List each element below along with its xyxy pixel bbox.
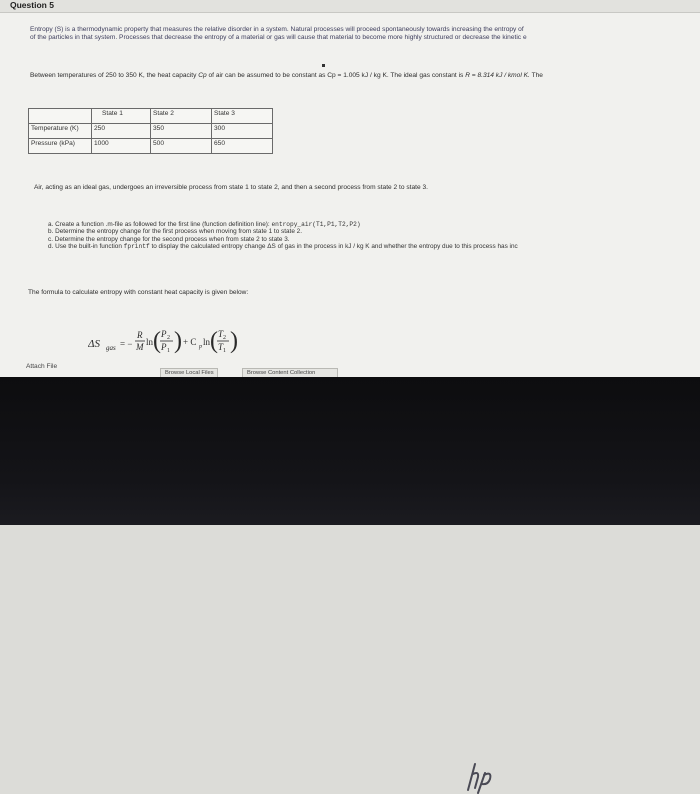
formula-P1: P [161, 342, 167, 352]
given-constants [30, 72, 700, 79]
task-d [48, 243, 518, 250]
row-label: Pressure (kPa) [29, 139, 92, 154]
table-cell: 650 [212, 139, 273, 154]
formula-T2-sub: 2 [223, 335, 226, 341]
task-c: c. Determine the entropy change for the second process when from state 2 to state 3. [48, 235, 290, 243]
intro-line-1: Entropy (S) is a thermodynamic property that measures the relative disorder in a system. Natural processes will proceed spontaneously towards increasing the entropy of [30, 26, 524, 33]
task-a-code: entropy_air(T1,P1,T2,P2) [271, 221, 361, 228]
task-d-text: d. Use the built-in function [48, 243, 124, 251]
question-title: Question 5 [10, 0, 54, 10]
table-header-cell [92, 109, 151, 124]
table-cell: 1000 [92, 139, 151, 154]
table-row [29, 124, 273, 139]
formula-cp-sub: p [199, 344, 202, 350]
intro-line-2: of the particles in that system. Processes that decrease the entropy of a material or gas will cause that material to become more highly structured or decrease the kinetic e [30, 33, 527, 41]
mouse-pointer-icon [322, 64, 325, 67]
formula-R: R [137, 330, 143, 340]
formula-eq: = − [120, 339, 133, 349]
formula-T1-sub: 1 [223, 348, 226, 354]
task-a-text: a. Create a function .m-file as followed for the first line (function definition line): [48, 221, 272, 228]
hp-logo-icon [463, 760, 497, 794]
r-value: R = 8.314 kJ / kmol K. [465, 72, 530, 79]
process-description: Air, acting as an ideal gas, undergoes an irreversible process from state 1 to state 2, and then a second process from state 2 to state 3. [34, 184, 429, 191]
task-a [48, 221, 518, 228]
cp-value: Cp = 1.005 kJ / kg K. [327, 72, 389, 79]
entropy-formula [88, 322, 258, 368]
paren-close: ) [174, 328, 182, 354]
table-cell: 250 [92, 124, 151, 139]
table-header-row [29, 109, 273, 124]
formula-P2: P [161, 329, 167, 339]
given-text-d: The [529, 72, 543, 79]
browser-page [0, 0, 700, 377]
question-header [0, 0, 700, 13]
given-text-b: of air can be assumed to be constant as [206, 72, 328, 79]
table-row [29, 139, 273, 154]
paren-open: ( [210, 328, 218, 354]
table-header-cell: State 2 [151, 109, 212, 124]
formula-lhs: ΔS [88, 338, 100, 350]
formula-plus: + C [183, 337, 197, 347]
formula-ln1: ln [146, 337, 154, 347]
formula-P1-sub: 1 [167, 348, 170, 354]
formula-ln2: ln [203, 337, 211, 347]
paren-close: ) [230, 328, 238, 354]
attach-file-label: Attach File [26, 363, 58, 370]
formula-P2-sub: 2 [167, 335, 170, 341]
task-list [48, 221, 518, 251]
browse-local-files-button[interactable]: Browse Local Files [160, 368, 218, 377]
header-state-1: State 1 [102, 110, 123, 117]
formula-M: M [136, 342, 144, 352]
formula-lhs-sub: gas [106, 344, 116, 352]
given-text-a: Between temperatures of 250 to 350 K, the heat capacity [30, 72, 199, 79]
formula-label: The formula to calculate entropy with constant heat capacity is given below: [28, 289, 249, 296]
table-header-cell: State 3 [212, 109, 273, 124]
states-table [28, 108, 273, 154]
task-b: b. Determine the entropy change for the first process when moving from state 1 to state 2. [48, 228, 302, 236]
table-cell: 350 [151, 124, 212, 139]
formula-T1: T [218, 342, 224, 352]
paren-open: ( [153, 328, 161, 354]
table-cell: 500 [151, 139, 212, 154]
intro-paragraph [30, 26, 700, 41]
table-header-cell [29, 109, 92, 124]
row-label: Temperature (K) [29, 124, 92, 139]
browse-content-collection-button[interactable]: Browse Content Collection [242, 368, 338, 377]
laptop-bezel [0, 377, 700, 525]
task-d-code: fprintf [123, 243, 150, 251]
cp-symbol: Cp [198, 72, 207, 79]
table-cell: 300 [212, 124, 273, 139]
formula-T2: T [218, 329, 224, 339]
task-d-text-end: to display the calculated entropy change ΔS of gas in the process in kJ / kg K and whether the entropy due to this process has inc [149, 243, 518, 251]
given-text-c: The ideal gas constant is [388, 72, 466, 79]
